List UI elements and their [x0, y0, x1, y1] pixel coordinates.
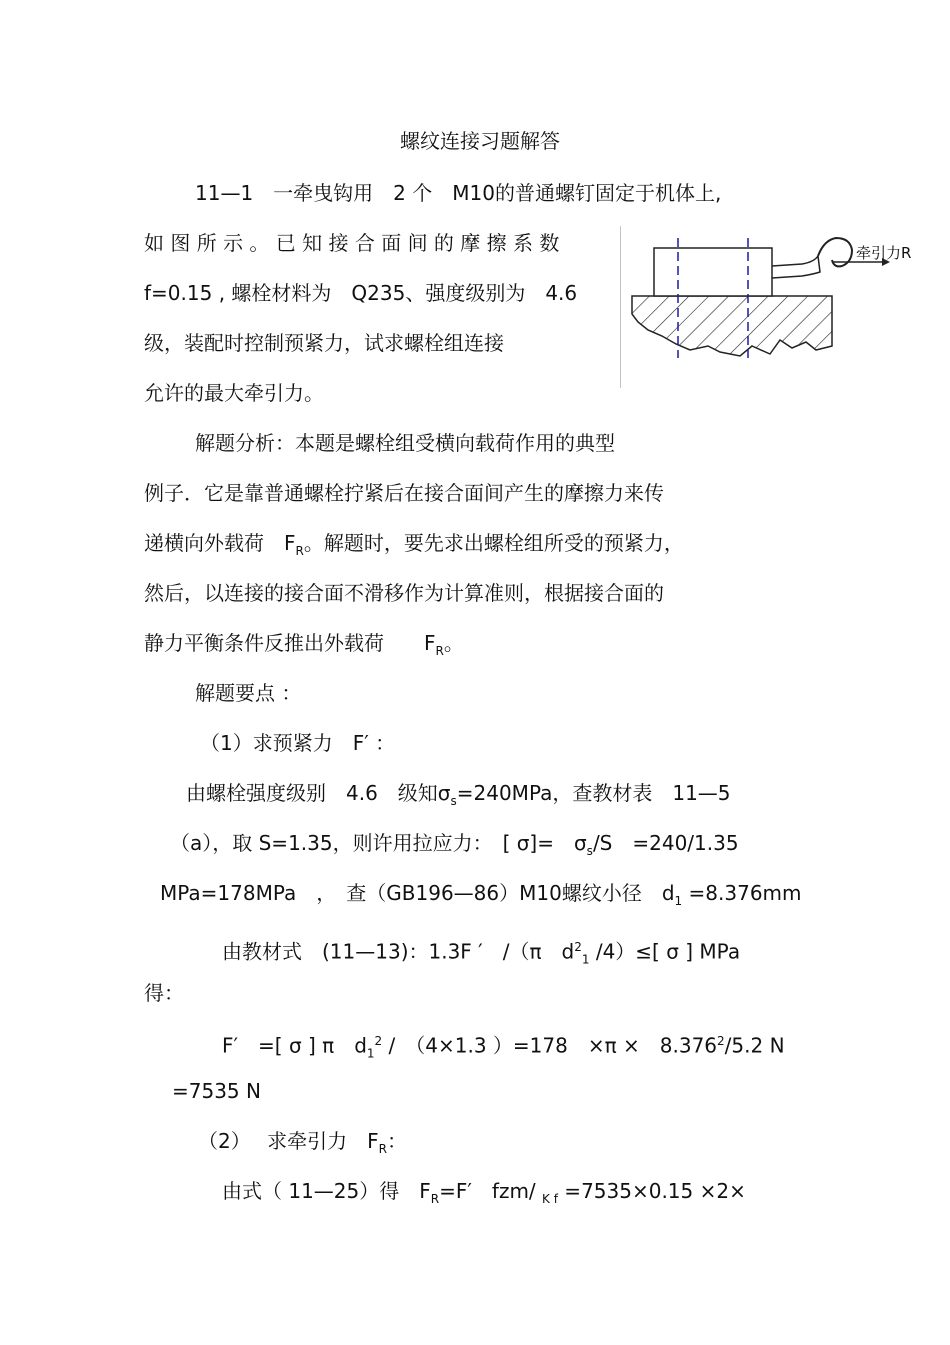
problem-line-5: 允许的最大牵引力。 — [144, 381, 324, 405]
problem-line-4: 级，装配时控制预紧力，试求螺栓组连接 — [144, 331, 504, 355]
calc-line-3a: MPa=178MPa ， 查（GB196—86）M10螺纹小径 d — [160, 881, 675, 905]
calc-line-5: 得： — [144, 981, 184, 1005]
step-1-heading: （1）求预紧力 F′ ： — [200, 731, 396, 755]
calc-line-6b: / （4×1.3 ）=178 ×π × 8.376 — [382, 1033, 718, 1058]
problem-line-3: f=0.15 , 螺栓材料为 Q235、强度级别为 4.6 — [144, 281, 578, 305]
calc-line-2-sub: s — [586, 844, 593, 858]
calc-line-2 — [170, 830, 739, 864]
calc-line-8 — [222, 1178, 746, 1212]
calc-line-3-sub: 1 — [674, 894, 683, 908]
calc-line-8a: 由式（ 11—25）得 F — [222, 1179, 431, 1203]
calc-line-1a: 由螺栓强度级别 4.6 级知σ — [186, 781, 451, 805]
calc-line-3 — [160, 880, 802, 914]
calc-line-7: =7535 N — [172, 1079, 261, 1103]
problem-line-1: 11—1 一牵曳钩用 2 个 M10的普通螺钉固定于机体上, — [195, 181, 722, 205]
calc-line-6-sup: 2 — [374, 1034, 383, 1048]
analysis-line-2: 例子．它是靠普通螺栓拧紧后在接合面间产生的摩擦力来传 — [144, 481, 664, 505]
step-2-b: ： — [386, 1129, 407, 1153]
step-2-sub: R — [378, 1142, 387, 1156]
analysis-line-1: 解题分析：本题是螺栓组受横向载荷作用的典型 — [195, 431, 615, 455]
analysis-line-5 — [144, 630, 464, 664]
step-2-heading — [198, 1128, 407, 1162]
page-title: 螺纹连接习题解答 — [400, 129, 560, 153]
analysis-line-5-sub: R — [435, 644, 444, 658]
calc-line-8-sub: R — [430, 1192, 440, 1206]
machine-body — [632, 296, 832, 356]
calc-line-4-sub: 1 — [581, 952, 590, 967]
analysis-line-5b: 。 — [443, 631, 464, 655]
calc-line-1-sub: s — [450, 794, 457, 808]
analysis-line-4: 然后，以连接的接合面不滑移作为计算准则，根据接合面的 — [144, 581, 664, 605]
calc-line-3b: =8.376mm — [682, 881, 802, 905]
calc-line-6-sub: 1 — [366, 1046, 375, 1061]
calc-line-6a: F′ =[ σ ] π d — [222, 1033, 367, 1058]
step-2-a: （2） 求牵引力 F — [198, 1129, 379, 1153]
calc-line-6c: /5.2 N — [724, 1033, 785, 1058]
analysis-line-3a: 递横向外载荷 F — [144, 531, 296, 555]
points-heading: 解题要点 ： — [195, 681, 302, 705]
analysis-line-5a: 静力平衡条件反推出外载荷 F — [144, 631, 436, 655]
calc-line-6 — [222, 1028, 785, 1067]
calc-line-6-sup2: 2 — [717, 1034, 725, 1048]
calc-line-2a: （a），取 S=1.35，则许用拉应力： [ σ]= σ — [170, 831, 587, 855]
calc-line-8-sub2: K f — [542, 1192, 558, 1206]
calc-line-4b: /4）≤[ σ ] MPa — [589, 939, 741, 964]
analysis-line-3b: 。解题时，要先求出螺栓组所受的预紧力， — [303, 531, 684, 555]
calc-line-8c: =7535×0.15 ×2× — [557, 1179, 746, 1203]
calc-line-4 — [222, 934, 740, 973]
analysis-line-3 — [144, 530, 684, 564]
calc-line-2b: /S =240/1.35 — [592, 831, 739, 855]
problem-line-2: 如 图 所 示 。 已 知 接 合 面 间 的 摩 擦 系 数 — [144, 231, 560, 255]
calc-line-4-sup: 2 — [574, 940, 582, 954]
force-label: 牵引力R — [856, 244, 912, 262]
hook-figure — [620, 226, 930, 388]
calc-line-1b: =240MPa，查教材表 11—5 — [456, 781, 731, 805]
analysis-line-3-sub: R — [295, 544, 304, 558]
hook-base-block — [654, 248, 772, 296]
hook-diagram — [620, 226, 930, 388]
calc-line-4a: 由教材式 (11—13)：1.3F ′ /（π d — [222, 939, 575, 964]
hook-arm — [772, 256, 820, 278]
calc-line-8b: =F′ fzm/ — [439, 1179, 543, 1203]
calc-line-1 — [186, 780, 731, 814]
